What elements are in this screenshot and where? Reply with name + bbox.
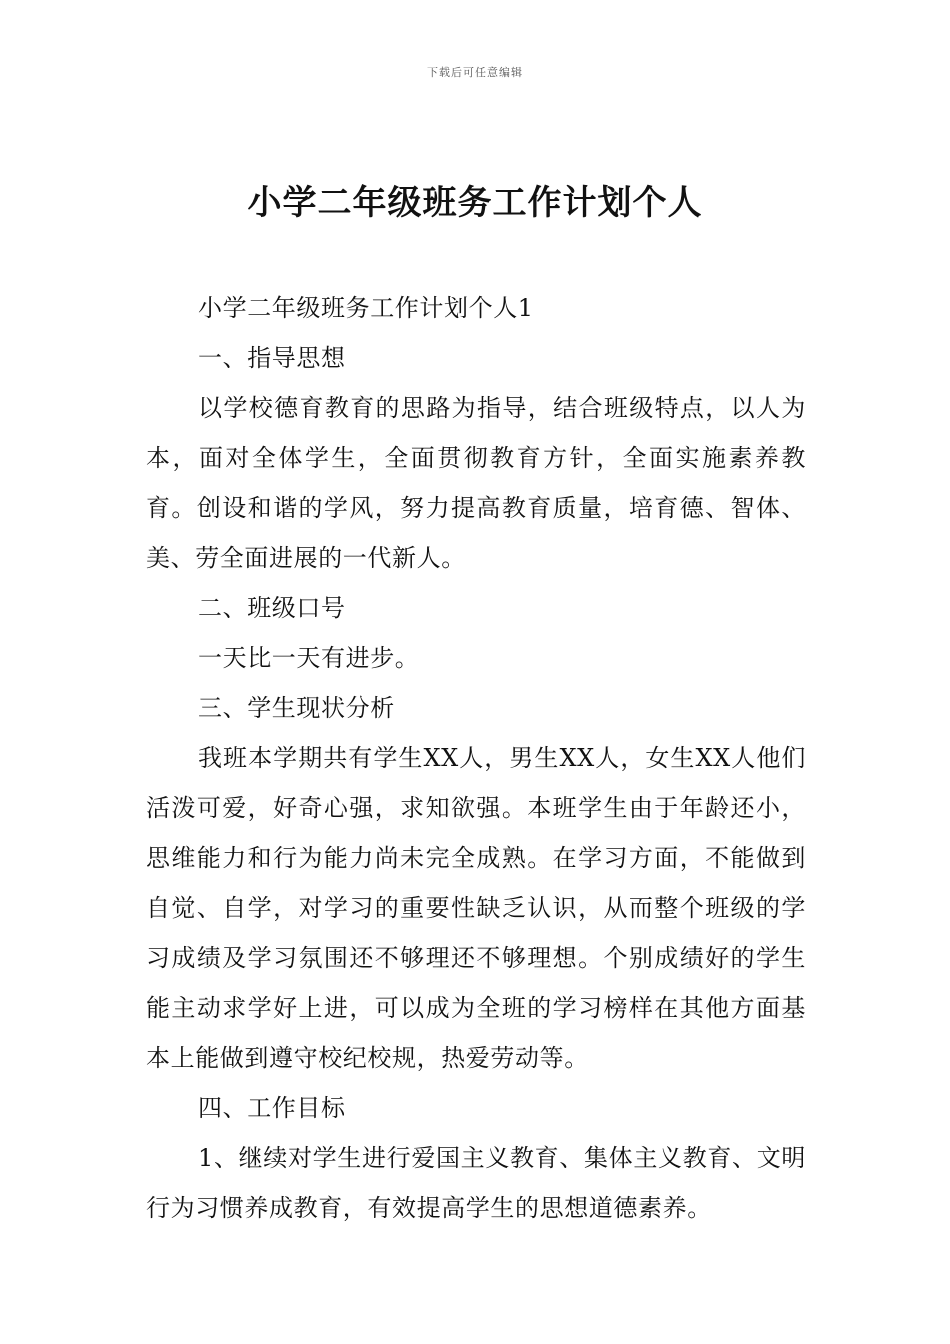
paragraph-class-slogan: 一天比一天有进步。 bbox=[198, 644, 420, 672]
heading-class-slogan: 二、班级口号 bbox=[198, 594, 346, 622]
paragraph-student-analysis: 我班本学期共有学生XX人，男生XX人，女生XX人他们活泼可爱，好奇心强，求知欲强。本班学生由于年龄还小，思维能力和行为能力尚未完全成熟。在学习方面，不能做到自觉、自学，对学习的重要性缺乏认识，从而整个班级的学习成绩及学习氛围还不够理还不够理想。个别成绩好的学生能主动求学好上进，可以成为全班的学习榜样在其他方面基本上能做到遵守校纪校规，热爱劳动等。 bbox=[146, 744, 806, 1072]
heading-student-analysis: 三、学生现状分析 bbox=[198, 694, 395, 722]
paragraph-guiding-ideology: 以学校德育教育的思路为指导，结合班级特点，以人为本，面对全体学生，全面贯彻教育方针，全面实施素养教育。创设和谐的学风，努力提高教育质量，培育德、智体、美、劳全面进展的一代新人。 bbox=[146, 394, 806, 572]
paragraph-work-goal-1: 1、继续对学生进行爱国主义教育、集体主义教育、文明行为习惯养成教育，有效提高学生的思想道德素养。 bbox=[146, 1144, 806, 1222]
heading-work-goals: 四、工作目标 bbox=[198, 1094, 346, 1122]
document-body bbox=[146, 283, 806, 1233]
section-subtitle: 小学二年级班务工作计划个人1 bbox=[198, 294, 534, 322]
header-note: 下载后可任意编辑 bbox=[427, 66, 523, 79]
document-title: 小学二年级班务工作计划个人 bbox=[247, 183, 703, 223]
heading-guiding-ideology: 一、指导思想 bbox=[198, 344, 346, 372]
